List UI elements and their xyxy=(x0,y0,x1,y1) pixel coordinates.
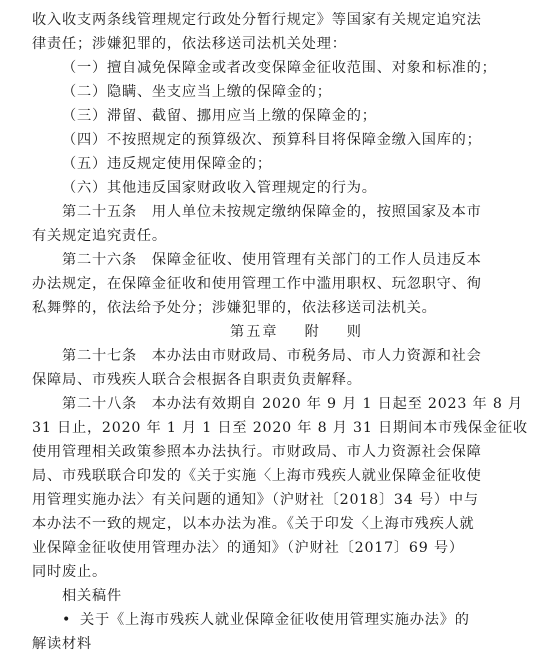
article-25: 第二十五条 用人单位未按规定缴纳保障金的，按照国家及本市 xyxy=(62,204,482,220)
text-line: 保障局、市残疾人联合会根据各自职责负责解释。 xyxy=(32,372,362,388)
text-line: 业保障金征收使用管理办法〉的通知》（沪财社〔2017〕69 号） xyxy=(32,540,464,556)
related-article-link[interactable] xyxy=(62,608,470,632)
text-line: 31 日止，2020 年 1 月 1 日至 2020 年 8 月 31 日期间本市残保金征收 xyxy=(32,420,528,436)
list-item: （四）不按照规定的预算级次、预算科目将保障金缴入国库的； xyxy=(62,132,482,148)
text-line: 私舞弊的，依法给予处分；涉嫌犯罪的，依法移送司法机关。 xyxy=(32,300,437,316)
list-item: （五）违反规定使用保障金的； xyxy=(62,156,272,172)
related-articles-label: 相关稿件 xyxy=(62,588,122,604)
chapter-title-a: 附 xyxy=(304,324,321,340)
article-27: 第二十七条 本办法由市财政局、市税务局、市人力资源和社会 xyxy=(62,348,482,364)
text-line: 使用管理相关政策参照本办法执行。市财政局、市人力资源社会保障 xyxy=(32,444,482,460)
text-line: 办法规定，在保障金征收和使用管理工作中滥用职权、玩忽职守、徇 xyxy=(32,276,482,292)
list-item: （二）隐瞒、坐支应当上缴的保障金的； xyxy=(62,84,332,100)
related-link-text[interactable]: 关于《上海市残疾人就业保障金征收使用管理实施办法》的 xyxy=(80,612,470,628)
text-line: 本办法不一致的规定，以本办法为准。《关于印发〈上海市残疾人就 xyxy=(32,516,475,532)
list-item: （三）滞留、截留、挪用应当上缴的保障金的； xyxy=(62,108,377,124)
article-26: 第二十六条 保障金征收、使用管理有关部门的工作人员违反本 xyxy=(62,252,482,268)
list-item: （一）擅自减免保障金或者改变保障金征收范围、对象和标准的； xyxy=(62,60,497,76)
bullet-icon: • xyxy=(62,612,72,628)
text-line: 用管理实施办法〉有关问题的通知》（沪财社〔2018〕34 号）中与 xyxy=(32,492,479,508)
text-line: 同时废止。 xyxy=(32,564,107,580)
text-line: 局、市残联联合印发的《关于实施〈上海市残疾人就业保障金征收使 xyxy=(32,468,482,484)
list-item: （六）其他违反国家财政收入管理规定的行为。 xyxy=(62,180,377,196)
text-line: 收入收支两条线管理规定行政处分暂行规定》等国家有关规定追究法 xyxy=(32,12,482,28)
chapter-title-b: 则 xyxy=(346,324,363,340)
chapter-heading xyxy=(230,320,363,344)
text-line: 律责任；涉嫌犯罪的，依法移送司法机关处理： xyxy=(32,36,347,52)
article-28: 第二十八条 本办法有效期自 2020 年 9 月 1 日起至 2023 年 8 月 xyxy=(62,396,523,412)
text-line: 有关规定追究责任。 xyxy=(32,228,167,244)
chapter-number: 第五章 xyxy=(230,324,279,340)
related-link-continuation[interactable]: 解读材料 xyxy=(32,636,92,652)
